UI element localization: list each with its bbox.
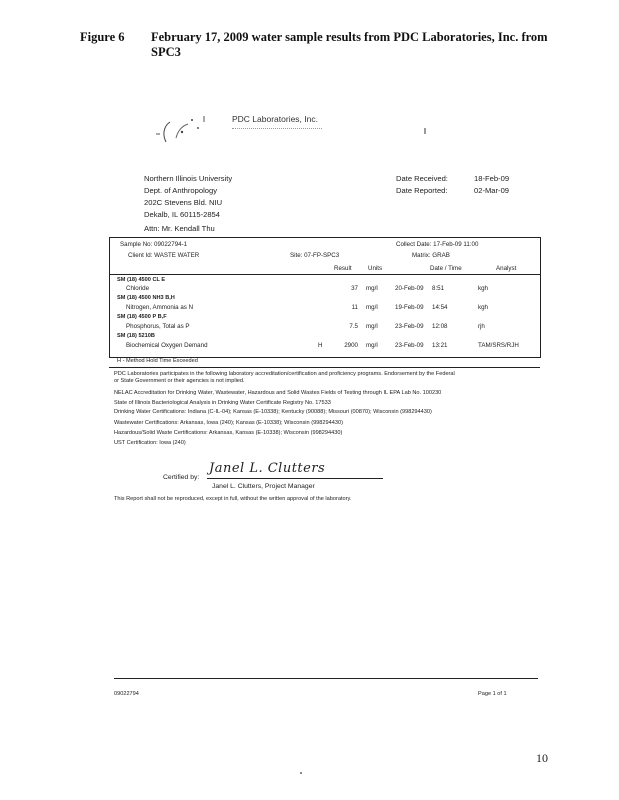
sample-number: Sample No: 09022794-1 (120, 241, 188, 248)
cert-line-6: Wastewater Certifications: Arkansas, Iowa (240); Kansas (E-10338); Wisconsin (998294430) (114, 420, 343, 426)
row3-units: mg/l (366, 323, 378, 330)
row3-date: 23-Feb-09 (395, 323, 424, 330)
certified-label: Certified by: (163, 474, 200, 481)
row1-units: mg/l (366, 285, 378, 292)
footnote-rule (109, 367, 540, 368)
row2-method: SM (18) 4500 NH3 B,H (117, 295, 175, 301)
figure-title-line2: SPC3 (151, 45, 181, 59)
row4-time: 13:21 (432, 342, 448, 349)
cert-line-3: NELAC Accreditation for Drinking Water, Wastewater, Hazardous and Solid Wastes Fields of Testing through IL EPA Lab No. 100230 (114, 390, 442, 396)
lab-name: PDC Laboratories, Inc. (232, 114, 318, 124)
figure-label: Figure 6 (80, 30, 125, 44)
footer-page: Page 1 of 1 (478, 691, 507, 697)
header-units: Units (368, 265, 383, 272)
row4-result: 2900 (344, 342, 358, 349)
signature: Janel L. Clutters (209, 461, 326, 476)
row4-date: 23-Feb-09 (395, 342, 424, 349)
reproduction-note: This Report shall not be reproduced, except in full, without the written approval of the laboratory. (114, 496, 352, 502)
cert-line-8: UST Certification: Iowa (240) (114, 440, 186, 446)
date-received-value: 18-Feb-09 (474, 174, 510, 183)
sample-matrix: Matrix: GRAB (412, 252, 450, 259)
row3-time: 12:08 (432, 323, 448, 330)
cert-line-7: Hazardous/Solid Waste Certifications: Arkansas, Kansas (E-10338); Wisconsin (998294430) (114, 430, 343, 436)
row4-method: SM (18) 5210B (117, 333, 155, 339)
row3-method: SM (18) 4500 P B,F (117, 314, 167, 320)
sample-collect-date: Collect Date: 17-Feb-09 11:00 (396, 241, 479, 248)
row1-analyst: kgh (478, 285, 488, 292)
row2-date: 19-Feb-09 (395, 304, 424, 311)
client-line4: Dekalb, IL 60115-2854 (144, 210, 220, 219)
row1-time: 8:51 (432, 285, 445, 292)
date-reported-label: Date Reported: (396, 186, 448, 195)
table-footnote: H - Method Hold Time Exceeded (117, 358, 198, 364)
figure-title-line1: February 17, 2009 water sample results from PDC Laboratories, Inc. from (151, 30, 548, 44)
row4-analyte: Biochemical Oxygen Demand (126, 342, 208, 349)
cert-line-5: Drinking Water Certifications: Indiana (C-IL-04); Kansas (E-10338); Kentucky (90088); Missouri (00870); Wisconsin (998294430) (114, 409, 432, 415)
speck-bottom (300, 772, 302, 774)
row2-analyst: kgh (478, 304, 488, 311)
row4-units: mg/l (366, 342, 378, 349)
row2-units: mg/l (366, 304, 378, 311)
client-line2: Dept. of Anthropology (144, 186, 218, 195)
row3-analyst: rjh (478, 323, 485, 330)
row3-analyte: Phosphorus, Total as P (126, 323, 190, 330)
header-date: Date / Time (430, 265, 462, 272)
client-line3: 202C Stevens Bld. NIU (144, 198, 223, 207)
cert-line-2: or State Government or their agencies is not implied. (114, 378, 245, 384)
header-analyst: Analyst (496, 265, 517, 272)
sample-site: Site: 07-FP-SPC3 (290, 252, 340, 259)
row4-analyst: TAM/SRS/RJH (478, 342, 519, 349)
footer-rule (114, 678, 538, 679)
row2-analyte: Nitrogen, Ammonia as N (126, 304, 194, 311)
header-result: Result (334, 265, 352, 272)
footer-report-no: 09022794 (114, 691, 139, 697)
client-line1: Northern Illinois University (144, 174, 233, 183)
page-number: 10 (536, 751, 548, 765)
row2-result: 11 (351, 304, 358, 311)
row1-method: SM (18) 4500 CL E (117, 277, 166, 283)
cert-line-1: PDC Laboratories participates in the following laboratory accreditation/certification and proficiency programs. Endorsement by the Federal (114, 371, 455, 377)
sample-client-id: Client Id: WASTE WATER (128, 252, 200, 259)
date-reported-value: 02-Mar-09 (474, 186, 510, 195)
signature-line (207, 478, 383, 479)
date-received-label: Date Received: (396, 174, 448, 183)
lab-address-faint (232, 128, 322, 130)
cert-line-4: State of Illinois Bacteriological Analysis in Drinking Water Certificate Registry No. 17533 (114, 400, 331, 406)
row3-result: 7.5 (349, 323, 358, 330)
lab-logo-icon (152, 112, 222, 148)
row1-result: 37 (351, 285, 358, 292)
row2-time: 14:54 (432, 304, 448, 311)
speck (424, 128, 426, 134)
row4-flag: H (318, 342, 323, 349)
client-attn: Attn: Mr. Kendall Thu (144, 224, 215, 233)
row1-analyte: Chloride (126, 285, 150, 292)
row1-date: 20-Feb-09 (395, 285, 424, 292)
certified-name: Janel L. Clutters, Project Manager (212, 483, 315, 490)
header-rule (109, 274, 540, 275)
